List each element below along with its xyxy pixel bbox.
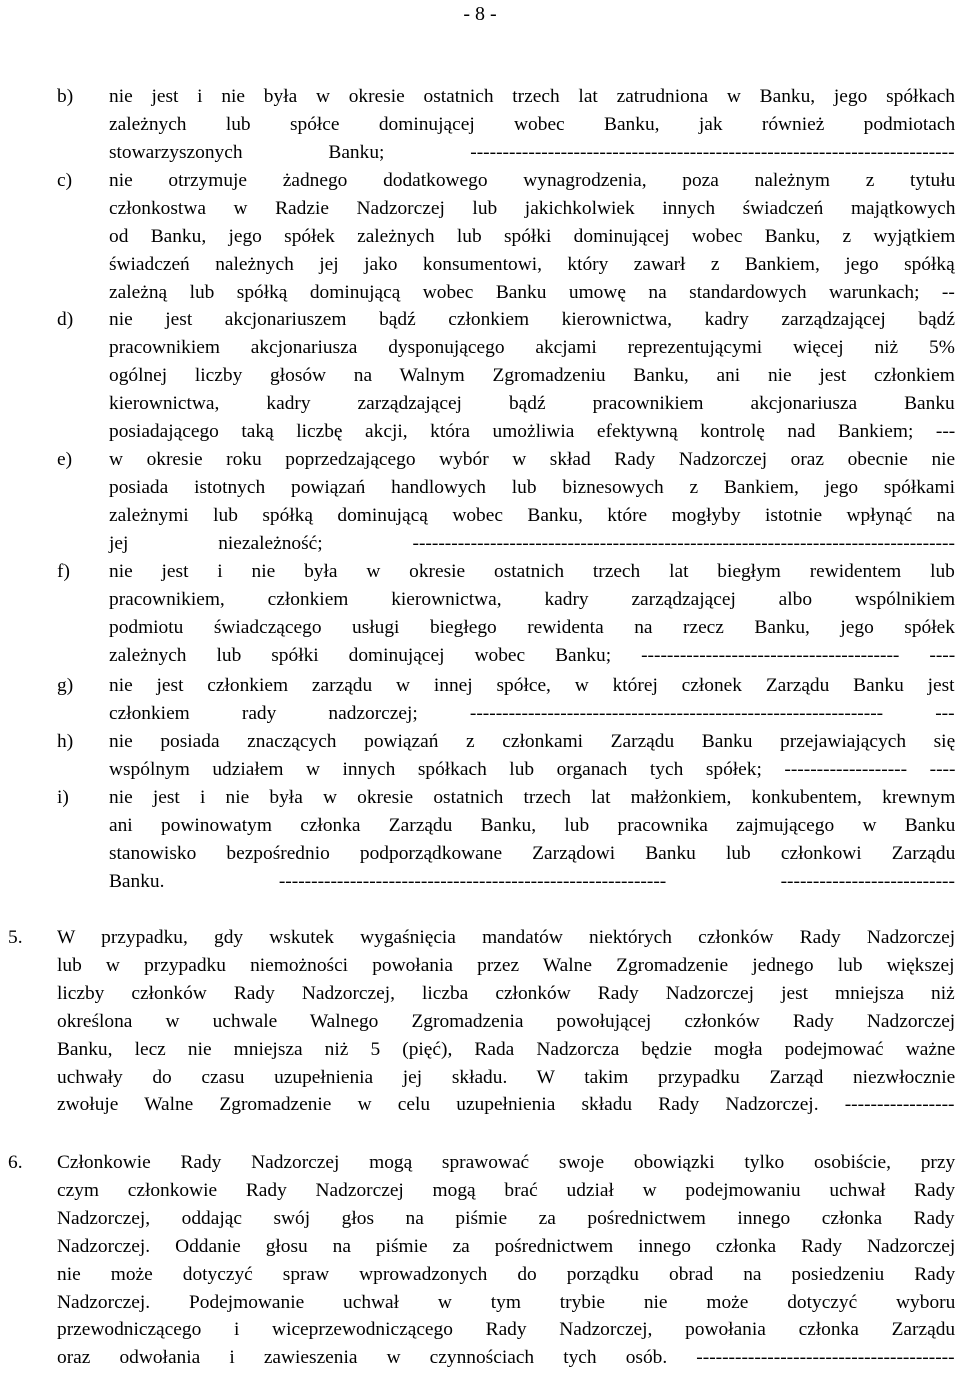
text-line: ogólnej liczby głosów na Walnym Zgromadzeniu Banku, ani nie jest członkiem — [109, 364, 955, 386]
text-line: nie jest akcjonariuszem bądź członkiem kierownictwa, kadry zarządzającej bądź — [109, 309, 955, 330]
item-text — [109, 558, 955, 670]
item-text — [109, 83, 955, 167]
point-number: 6. — [8, 1152, 23, 1173]
item-text — [109, 672, 955, 728]
text-line: kierownictwa, kadry zarządzającej bądź pracownikiem akcjonariusza Banku — [109, 392, 955, 414]
text-line: nie jest członkiem zarządu w innej spółce, w której członek Zarządu Banku jest — [109, 675, 955, 696]
text-line: członkostwa w Radzie Nadzorczej lub jakichkolwiek innych świadczeń majątkowych — [109, 197, 956, 219]
text-line: zależną lub spółką dominującą wobec Banku umowę na standardowych warunkach; -- — [109, 281, 955, 303]
text-line: Nadzorczej. Oddanie głosu na piśmie za pośrednictwem innego członka Rady Nadzorczej — [57, 1235, 956, 1257]
text-line: W przypadku, gdy wskutek wygaśnięcia mandatów niektórych członków Rady Nadzorczej — [57, 927, 956, 948]
text-line: nie jest i nie była w okresie ostatnich trzech lat małżonkiem, konkubentem, krewnym — [109, 787, 956, 808]
item-label: d) — [57, 309, 74, 330]
text-line: przewodniczącego i wiceprzewodniczącego Rady Nadzorczej, powołania członka Zarządu — [57, 1319, 956, 1341]
text-line: jej niezależność; ------------------------------------------------------------------------------------ — [109, 532, 955, 554]
text-line: stowarzyszonych Banku; --------------------------------------------------------------------------- — [109, 141, 955, 163]
text-line: zależnymi lub spółką dominującą wobec Banku, które mogłyby istotnie wpłynąć na — [109, 504, 955, 526]
text-line: lub w przypadku niemożności powołania przez Walne Zgromadzenie jednego lub większej — [57, 954, 955, 976]
text-line: zależnych lub spółki dominującej wobec Banku; ---------------------------------------- ---- — [109, 644, 956, 666]
text-line: nie może dotyczyć spraw wprowadzonych do porządku obrad na posiedzeniu Rady — [57, 1263, 956, 1285]
text-line: Banku, lecz nie mniejsza niż 5 (pięć), Rada Nadzorcza będzie mogła podejmować ważne — [57, 1038, 956, 1060]
text-line: nie otrzymuje żadnego dodatkowego wynagrodzenia, poza należnym z tytułu — [109, 170, 956, 191]
item-label: e) — [57, 449, 73, 470]
text-line: pracownikiem akcjonariusza dysponującego akcjami reprezentującymi więcej niż 5% — [109, 336, 955, 358]
text-line: w okresie roku poprzedzającego wybór w skład Rady Nadzorczej oraz obecnie nie — [109, 449, 956, 470]
item-text — [109, 728, 955, 784]
item-text — [109, 784, 955, 896]
text-line: wspólnym udziałem w innych spółkach lub organach tych spółek; ------------------- ---- — [109, 758, 956, 780]
text-line: nie jest i nie była w okresie ostatnich trzech lat zatrudniona w Banku, jego spółkach — [109, 86, 956, 107]
item-text — [109, 167, 955, 307]
text-line: liczby członków Rady Nadzorczej, liczba członków Rady Nadzorczej jest mniejsza niż — [57, 982, 955, 1004]
text-line: posiada istotnych powiązań handlowych lub biznesowych z Bankiem, jego spółkami — [109, 476, 955, 498]
item-label: h) — [57, 731, 74, 752]
text-line: nie jest i nie była w okresie ostatnich trzech lat biegłym rewidentem lub — [109, 561, 955, 582]
text-line: zwołuje Walne Zgromadzenie w celu uzupełnienia składu Rady Nadzorczej. ----------------- — [57, 1094, 955, 1116]
item-label: f) — [57, 561, 70, 582]
item-label: b) — [57, 86, 74, 107]
text-line: posiadającego taką liczbę akcji, która umożliwia efektywną kontrolę nad Bankiem; --- — [109, 420, 956, 442]
text-line: Nadzorczej. Podejmowanie uchwał w tym trybie nie może dotyczyć wyboru — [57, 1291, 956, 1313]
text-line: Członkowie Rady Nadzorczej mogą sprawować swoje obowiązki tylko osobiście, przy — [57, 1152, 956, 1173]
text-line: podmiotu świadczącego usługi biegłego rewidenta na rzecz Banku, jego spółek — [109, 616, 955, 638]
text-line: zależnych lub spółce dominującej wobec Banku, jak również podmiotach — [109, 113, 956, 135]
text-line: oraz odwołania i zawieszenia w czynnościach tych osób. ---------------------------------------- — [57, 1347, 955, 1369]
text-line: świadczeń należnych jej jako konsumentowi, który zawarł z Bankiem, jego spółką — [109, 253, 955, 275]
text-line: czym członkowie Rady Nadzorczej mogą brać udział w podejmowaniu uchwał Rady — [57, 1179, 956, 1201]
point-number: 5. — [8, 927, 23, 948]
item-text — [109, 306, 955, 446]
point-text — [57, 1149, 955, 1372]
text-line: od Banku, jego spółek zależnych lub spółki dominującej wobec Banku, z wyjątkiem — [109, 225, 956, 247]
text-line: członkiem rady nadzorczej; ---------------------------------------------------------------- --- — [109, 702, 955, 724]
text-line: uchwały do czasu uzupełnienia jej składu. W takim przypadku Zarząd niezwłocznie — [57, 1066, 956, 1088]
point-text — [57, 924, 955, 1119]
item-label: i) — [57, 787, 69, 808]
text-line: stanowisko bezpośrednio podporządkowane Zarządowi Banku lub członkowi Zarządu — [109, 842, 956, 864]
text-line: Banku. ------------------------------------------------------------ --------------------------- — [109, 870, 955, 892]
text-line: określona w uchwale Walnego Zgromadzenia powołującej członków Rady Nadzorczej — [57, 1010, 956, 1032]
text-line: pracownikiem, członkiem kierownictwa, kadry zarządzającej albo wspólnikiem — [109, 588, 956, 610]
text-line: ani powinowatym członka Zarządu Banku, lub pracownika zajmującego w Banku — [109, 814, 956, 836]
text-line: nie posiada znaczących powiązań z członkami Zarządu Banku przejawiających się — [109, 731, 956, 752]
text-line: Nadzorczej, oddając swój głos na piśmie za pośrednictwem innego członka Rady — [57, 1207, 955, 1229]
page-number: - 8 - — [463, 3, 497, 25]
item-label: c) — [57, 170, 73, 191]
item-label: g) — [57, 675, 74, 696]
item-text — [109, 446, 955, 558]
